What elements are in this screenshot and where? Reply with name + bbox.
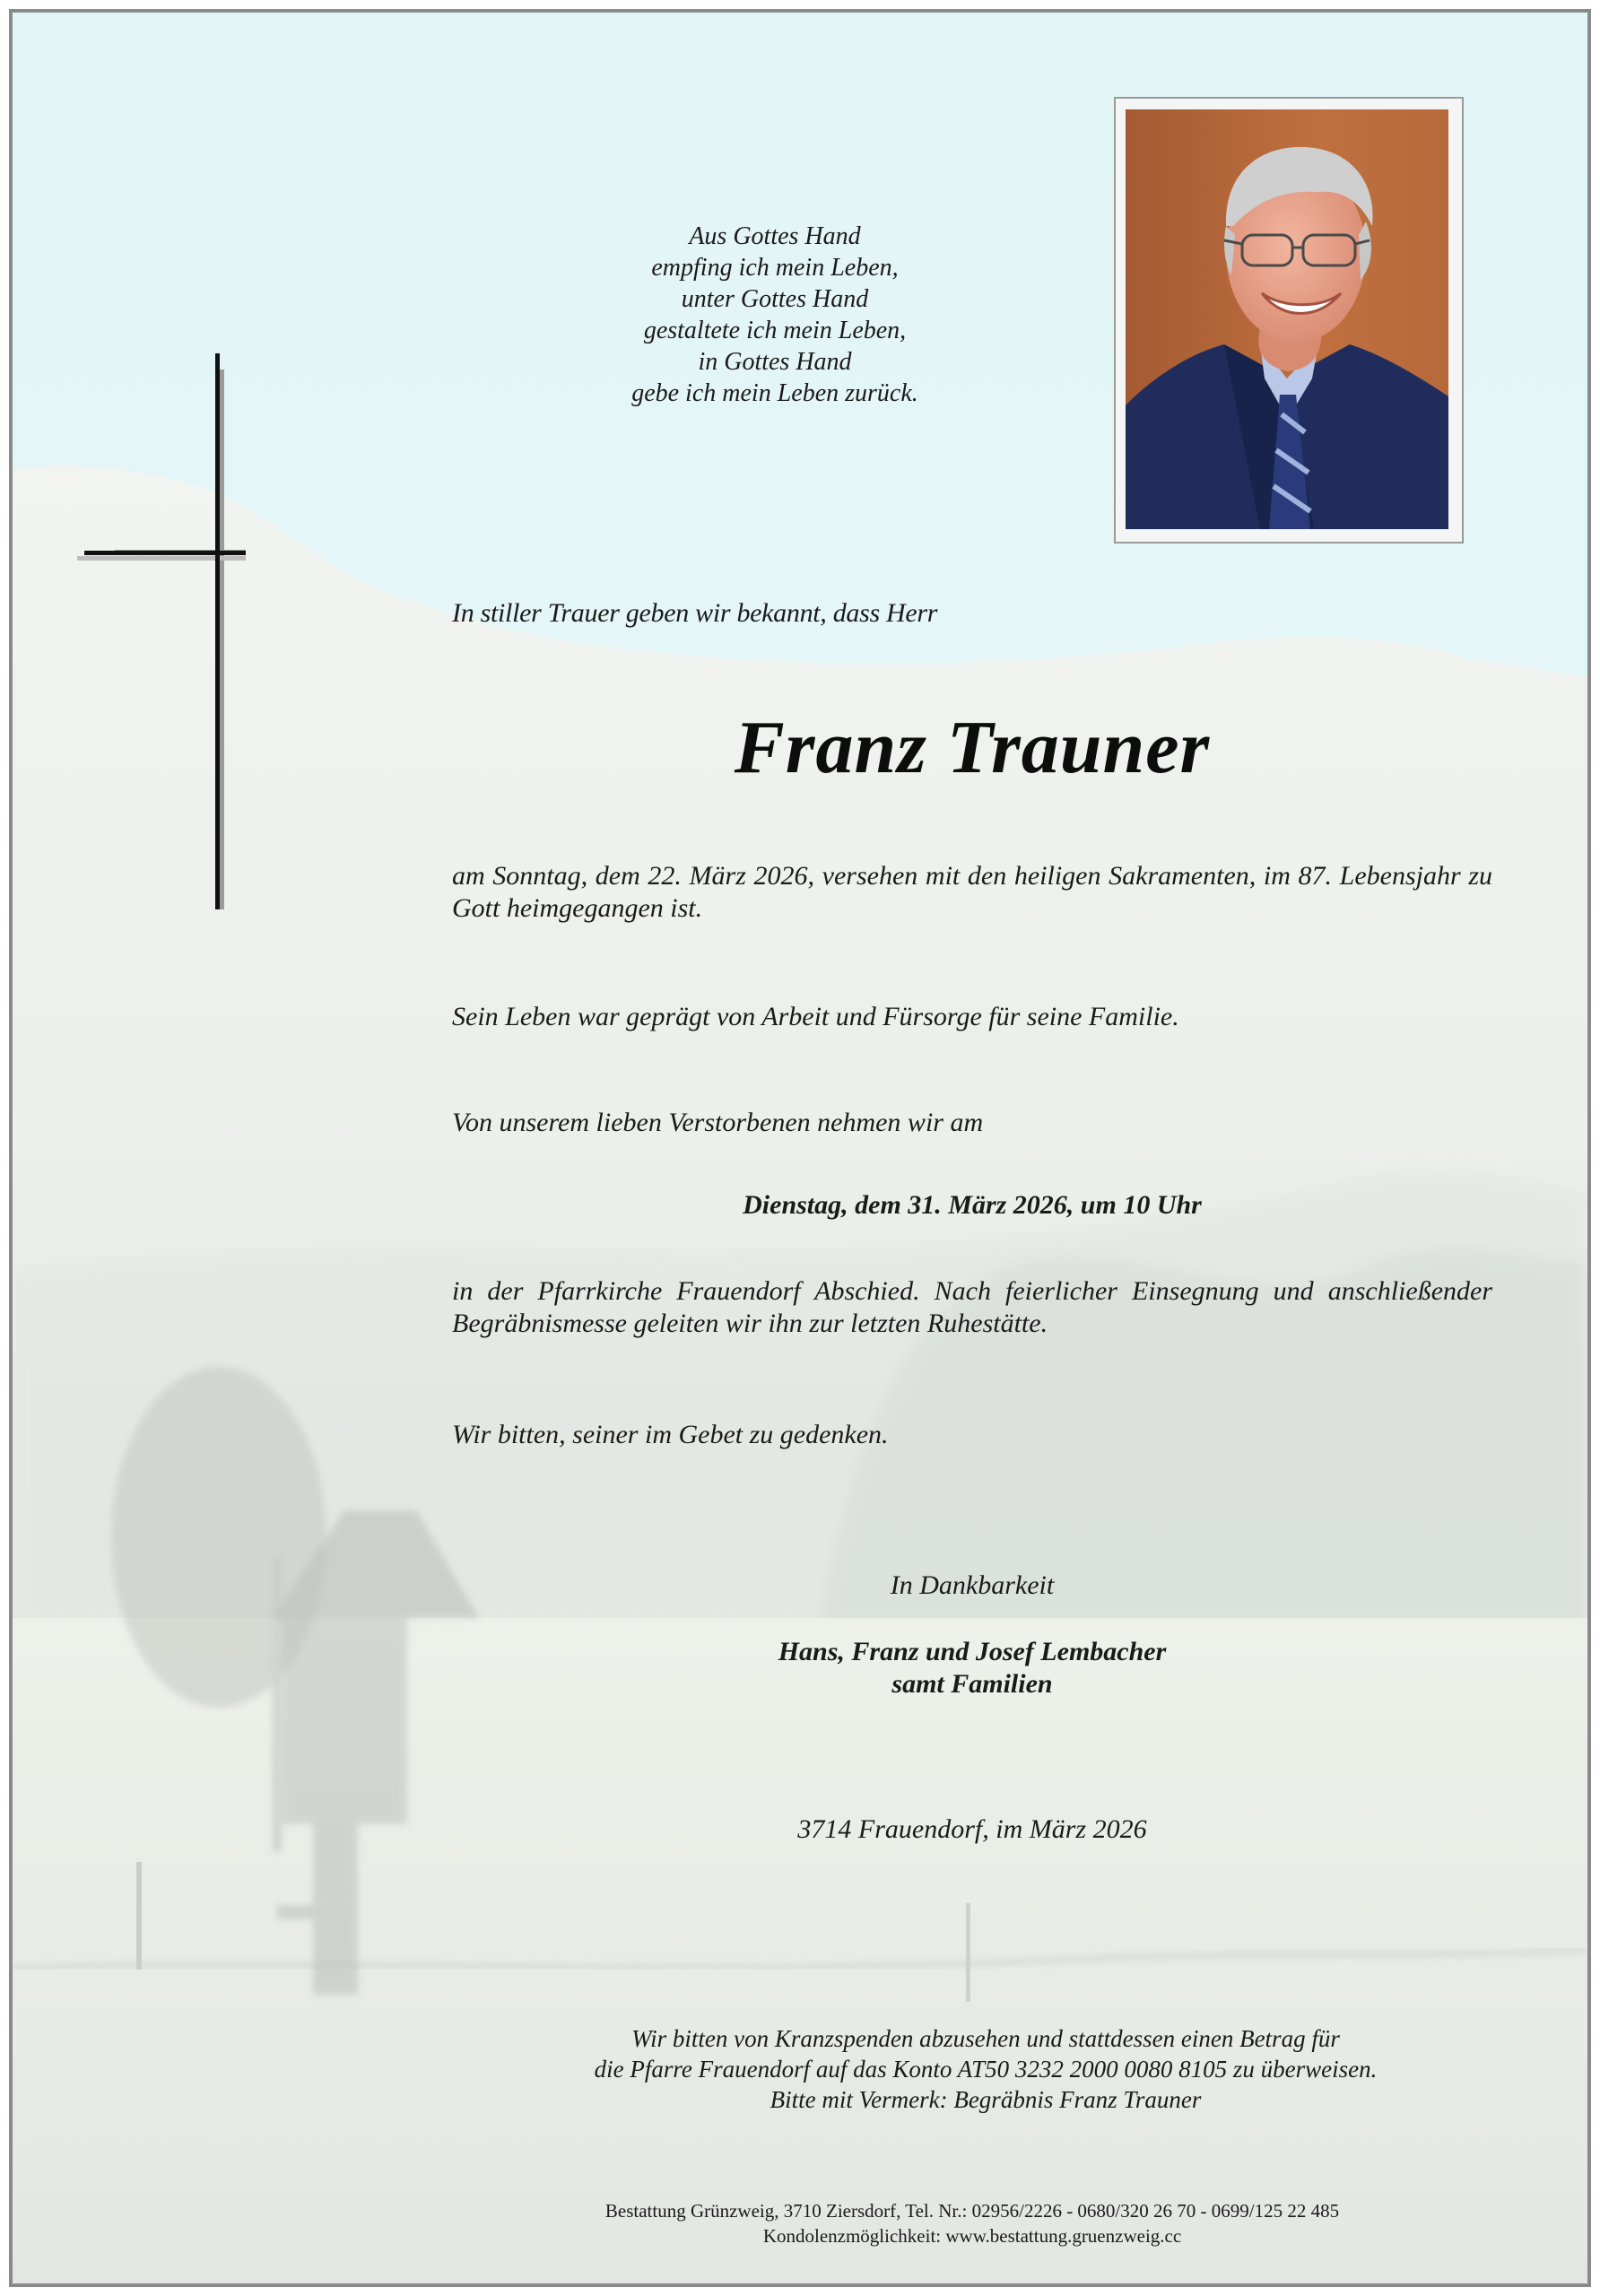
prayer-request: Wir bitten, seiner im Gebet zu gedenken. [452, 1420, 889, 1449]
donation-line: die Pfarre Frauendorf auf das Konto AT50 3232 2000 0080 8105 zu überweisen. [594, 2056, 1378, 2083]
condolence-link[interactable]: Kondolenzmöglichkeit: www.bestattung.gruenzweig.cc [762, 2225, 1182, 2247]
place-and-date: 3714 Frauendorf, im März 2026 [797, 1814, 1147, 1844]
poem-line: empfing ich mein Leben, [651, 254, 899, 282]
donation-notice [497, 2023, 1474, 2115]
mourner-line: Hans, Franz und Josef Lembacher [778, 1637, 1167, 1666]
thanks-line: In Dankbarkeit [890, 1570, 1055, 1600]
fence-post [136, 1862, 142, 1970]
funeral-date: Dienstag, dem 31. März 2026, um 10 Uhr [743, 1190, 1202, 1220]
poem-line: gestaltete ich mein Leben, [643, 317, 907, 344]
frosted-field [13, 1618, 1587, 2283]
donation-line: Bitte mit Vermerk: Begräbnis Franz Trauner [770, 2086, 1202, 2113]
poem-line: in Gottes Hand [698, 348, 852, 376]
funeral-home-contact: Bestattung Grünzweig, 3710 Ziersdorf, Tel. Nr.: 02956/2226 - 0680/320 26 70 - 0699/125 22 485 [604, 2200, 1340, 2222]
poem [515, 221, 1035, 409]
portrait-photo [1126, 109, 1448, 529]
poem-line: gebe ich mein Leben zurück. [631, 379, 918, 407]
funeral-home-footer [389, 2198, 1555, 2248]
farewell-intro: Von unserem lieben Verstorbenen nehmen wir am [452, 1108, 984, 1137]
cross-icon [13, 13, 246, 909]
poem-line: unter Gottes Hand [681, 285, 869, 313]
deceased-name: Franz Trauner [734, 706, 1211, 789]
mourner-line: samt Familien [891, 1669, 1053, 1699]
announcement-intro: In stiller Trauer geben wir bekannt, dass Herr [452, 598, 938, 628]
donation-line: Wir bitten von Kranzspenden abzusehen und stattdessen einen Betrag für [631, 2025, 1340, 2052]
funeral-details: in der Pfarrkirche Frauendorf Abschied. Nach feierlicher Einsegnung und anschließender Begräbnismesse geleiten wir ihn zur letzten Ruhestätte. [452, 1276, 1492, 1338]
mourners [452, 1636, 1492, 1700]
life-summary: Sein Leben war geprägt von Arbeit und Fürsorge für seine Familie. [452, 1002, 1179, 1031]
poem-line: Aus Gottes Hand [689, 222, 861, 250]
death-details: am Sonntag, dem 22. März 2026, versehen mit den heiligen Sakramenten, im 87. Lebensjahr zu Gott heimgegangen ist. [452, 861, 1492, 923]
fence-post [966, 1903, 970, 2002]
